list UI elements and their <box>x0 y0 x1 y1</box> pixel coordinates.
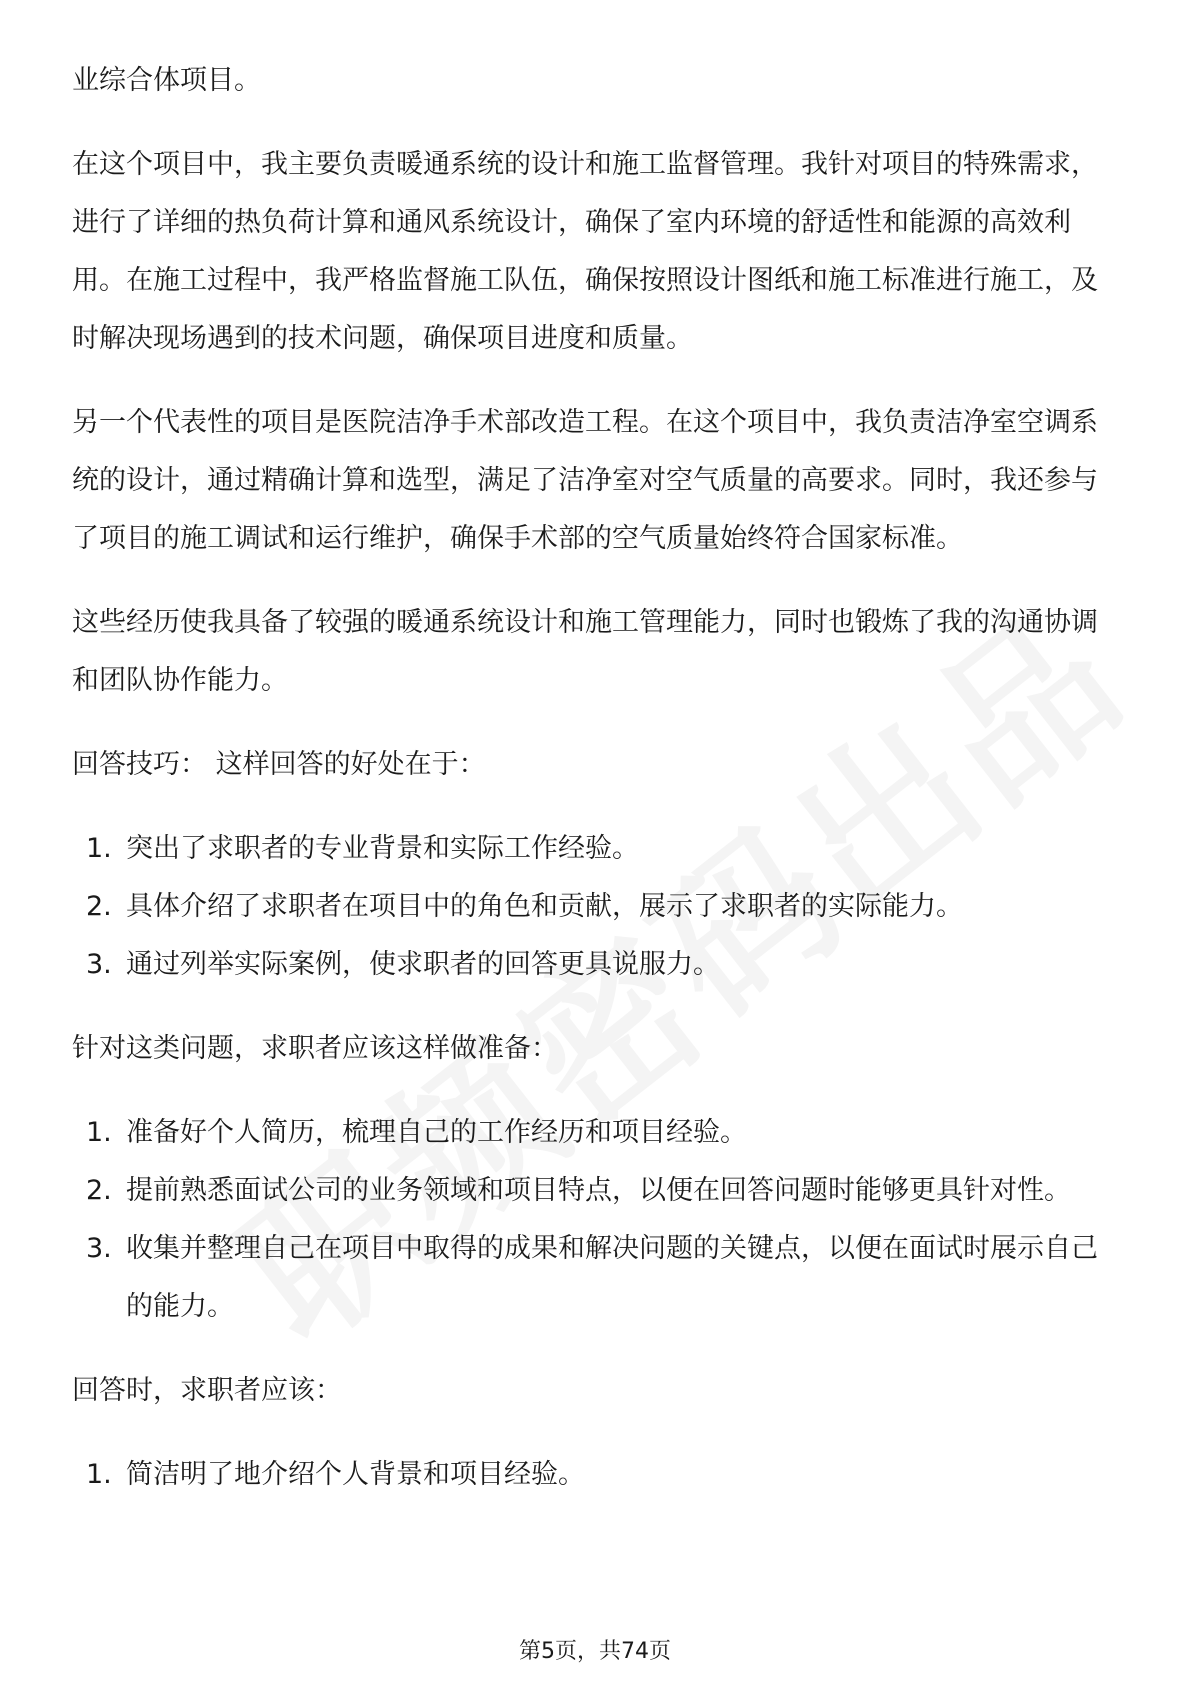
paragraph-project-1: 在这个项目中，我主要负责暖通系统的设计和施工监督管理。我针对项目的特殊需求，进行了详细的热负荷计算和通风系统设计，确保了室内环境的舒适性和能源的高效利用。在施工过程中，我严格监督施工队伍，确保按照设计图纸和施工标准进行施工，及时解决现场遇到的技术问题，确保项目进度和质量。 <box>72 149 1098 354</box>
list-text: 准备好个人简历，梳理自己的工作经历和项目经验。 <box>126 1117 747 1148</box>
paragraph-continuation: 业综合体项目。 <box>72 65 261 96</box>
prep-list <box>72 1104 1122 1336</box>
list-number: 3. <box>86 1233 112 1264</box>
list-text: 收集并整理自己在项目中取得的成果和解决问题的关键点，以便在面试时展示自己的能力。 <box>126 1233 1098 1322</box>
list-number: 2. <box>86 1175 112 1206</box>
paragraph-summary: 这些经历使我具备了较强的暖通系统设计和施工管理能力，同时也锻炼了我的沟通协调和团队协作能力。 <box>72 607 1098 696</box>
list-number: 3. <box>86 949 112 980</box>
list-item <box>72 1162 1122 1220</box>
tips-heading: 回答技巧： 这样回答的好处在于： <box>72 749 486 780</box>
list-number: 1. <box>86 1117 112 1148</box>
list-text: 简洁明了地介绍个人背景和项目经验。 <box>126 1459 585 1490</box>
list-item <box>72 1446 1122 1504</box>
list-item <box>72 1104 1122 1162</box>
list-number: 1. <box>86 833 112 864</box>
answer-list <box>72 1446 1122 1504</box>
list-number: 2. <box>86 891 112 922</box>
list-text: 提前熟悉面试公司的业务领域和项目特点，以便在回答问题时能够更具针对性。 <box>126 1175 1071 1206</box>
answer-heading: 回答时，求职者应该： <box>72 1375 342 1406</box>
document-body <box>72 52 1122 1530</box>
tips-list <box>72 820 1122 994</box>
list-item <box>72 878 1122 936</box>
list-text: 具体介绍了求职者在项目中的角色和贡献，展示了求职者的实际能力。 <box>126 891 963 922</box>
list-item <box>72 820 1122 878</box>
page-number: 第5页，共74页 <box>519 1639 671 1664</box>
list-item <box>72 1220 1122 1336</box>
list-number: 1. <box>86 1459 112 1490</box>
paragraph-project-2: 另一个代表性的项目是医院洁净手术部改造工程。在这个项目中，我负责洁净室空调系统的设计，通过精确计算和选型，满足了洁净室对空气质量的高要求。同时，我还参与了项目的施工调试和运行维护，确保手术部的空气质量始终符合国家标准。 <box>72 407 1098 554</box>
list-item <box>72 936 1122 994</box>
prep-heading: 针对这类问题，求职者应该这样做准备： <box>72 1033 558 1064</box>
list-text: 突出了求职者的专业背景和实际工作经验。 <box>126 833 639 864</box>
list-text: 通过列举实际案例，使求职者的回答更具说服力。 <box>126 949 720 980</box>
